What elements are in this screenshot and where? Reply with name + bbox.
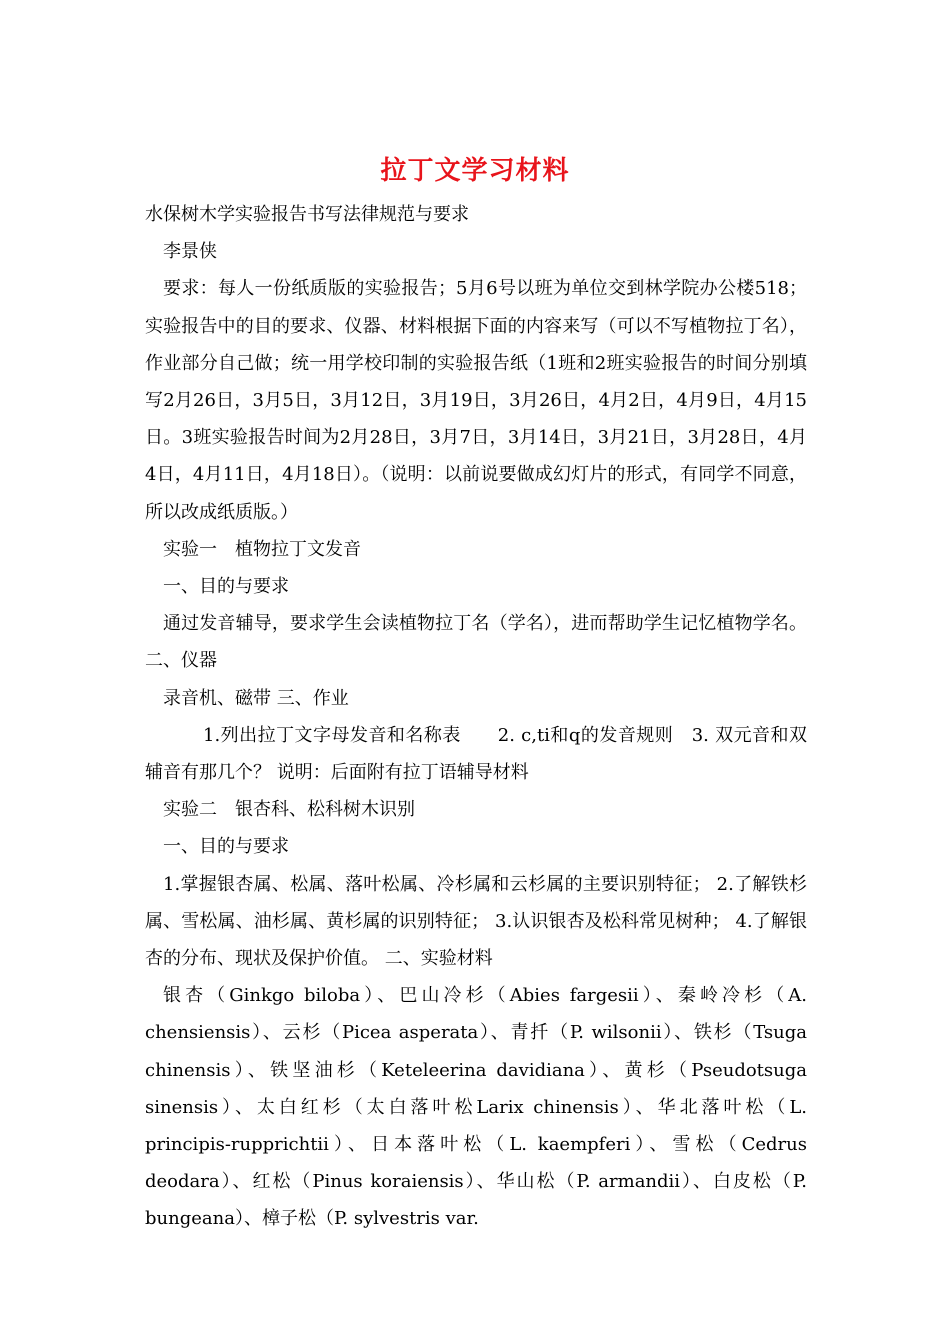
document-title: 拉丁文学习材料 bbox=[380, 156, 570, 186]
experiment-1-title: 实验一 植物拉丁文发音 bbox=[163, 538, 361, 560]
document-subtitle: 水保树木学实验报告书写法律规范与要求 bbox=[145, 204, 469, 225]
experiment-2-aim-paragraph: 1.掌握银杏属、松属、落叶松属、冷杉属和云杉属的主要识别特征； 2.了解铁杉属、雪松属、油杉属、黄杉属的识别特征； 3.认识银杏及松科常见树种； 4.了解银杏的分布、现状及保护价值。 二、实验材料 bbox=[145, 873, 807, 970]
experiment-1-aim-paragraph: 通过发音辅导，要求学生会读植物拉丁名（学名），进而帮助学生记忆植物学名。 二、仪器 bbox=[145, 613, 807, 672]
document-body bbox=[145, 196, 807, 1238]
experiment-2-materials: 银杏（Ginkgo biloba）、巴山冷杉（Abies fargesii）、秦岭冷杉（A. chensiensis）、云杉（Picea asperata）、青扦（P. wilsonii）、铁杉（Tsuga chinensis）、铁坚油杉（Keteleerina davidiana）、黄杉（Pseudotsuga sinensis）、太白红杉（太白落叶松Larix chinensis）、华北落叶松（L. principis-rupprichtii）、日本落叶松（L. kaempferi）、雪松（Cedrus deodara）、红松（Pinus koraiensis）、华山松（P. armandii）、白皮松（P. bungeana）、樟子松（P. sylvestris var. bbox=[145, 985, 807, 1230]
experiment-1-aim-heading: 一、目的与要求 bbox=[163, 576, 289, 598]
experiment-2-aim-heading: 一、目的与要求 bbox=[163, 836, 289, 858]
experiment-1-homework: 1.列出拉丁文字母发音和名称表 2. c,ti和q的发音规则 3. 双元音和双辅音有那几个？ 说明：后面附有拉丁语辅导材料 bbox=[145, 724, 807, 784]
requirements-paragraph: 要求：每人一份纸质版的实验报告；5月6号以班为单位交到林学院办公楼518；实验报告中的目的要求、仪器、材料根据下面的内容来写（可以不写植物拉丁名），作业部分自己做；统一用学校印制的实验报告纸（1班和2班实验报告的时间分别填写2月26日，3月5日，3月12日，3月19日，3月26日，4月2日，4月9日，4月15日。3班实验报告时间为2月28日，3月7日，3月14日，3月21日，3月28日，4月4日，4月11日，4月18日）。（说明：以前说要做成幻灯片的形式，有同学不同意，所以改成纸质版。） bbox=[145, 278, 807, 523]
experiment-1-equipment: 录音机、磁带 三、作业 bbox=[163, 687, 349, 709]
experiment-2-title: 实验二 银杏科、松科树木识别 bbox=[163, 799, 415, 821]
author-name: 李景侠 bbox=[163, 241, 217, 263]
